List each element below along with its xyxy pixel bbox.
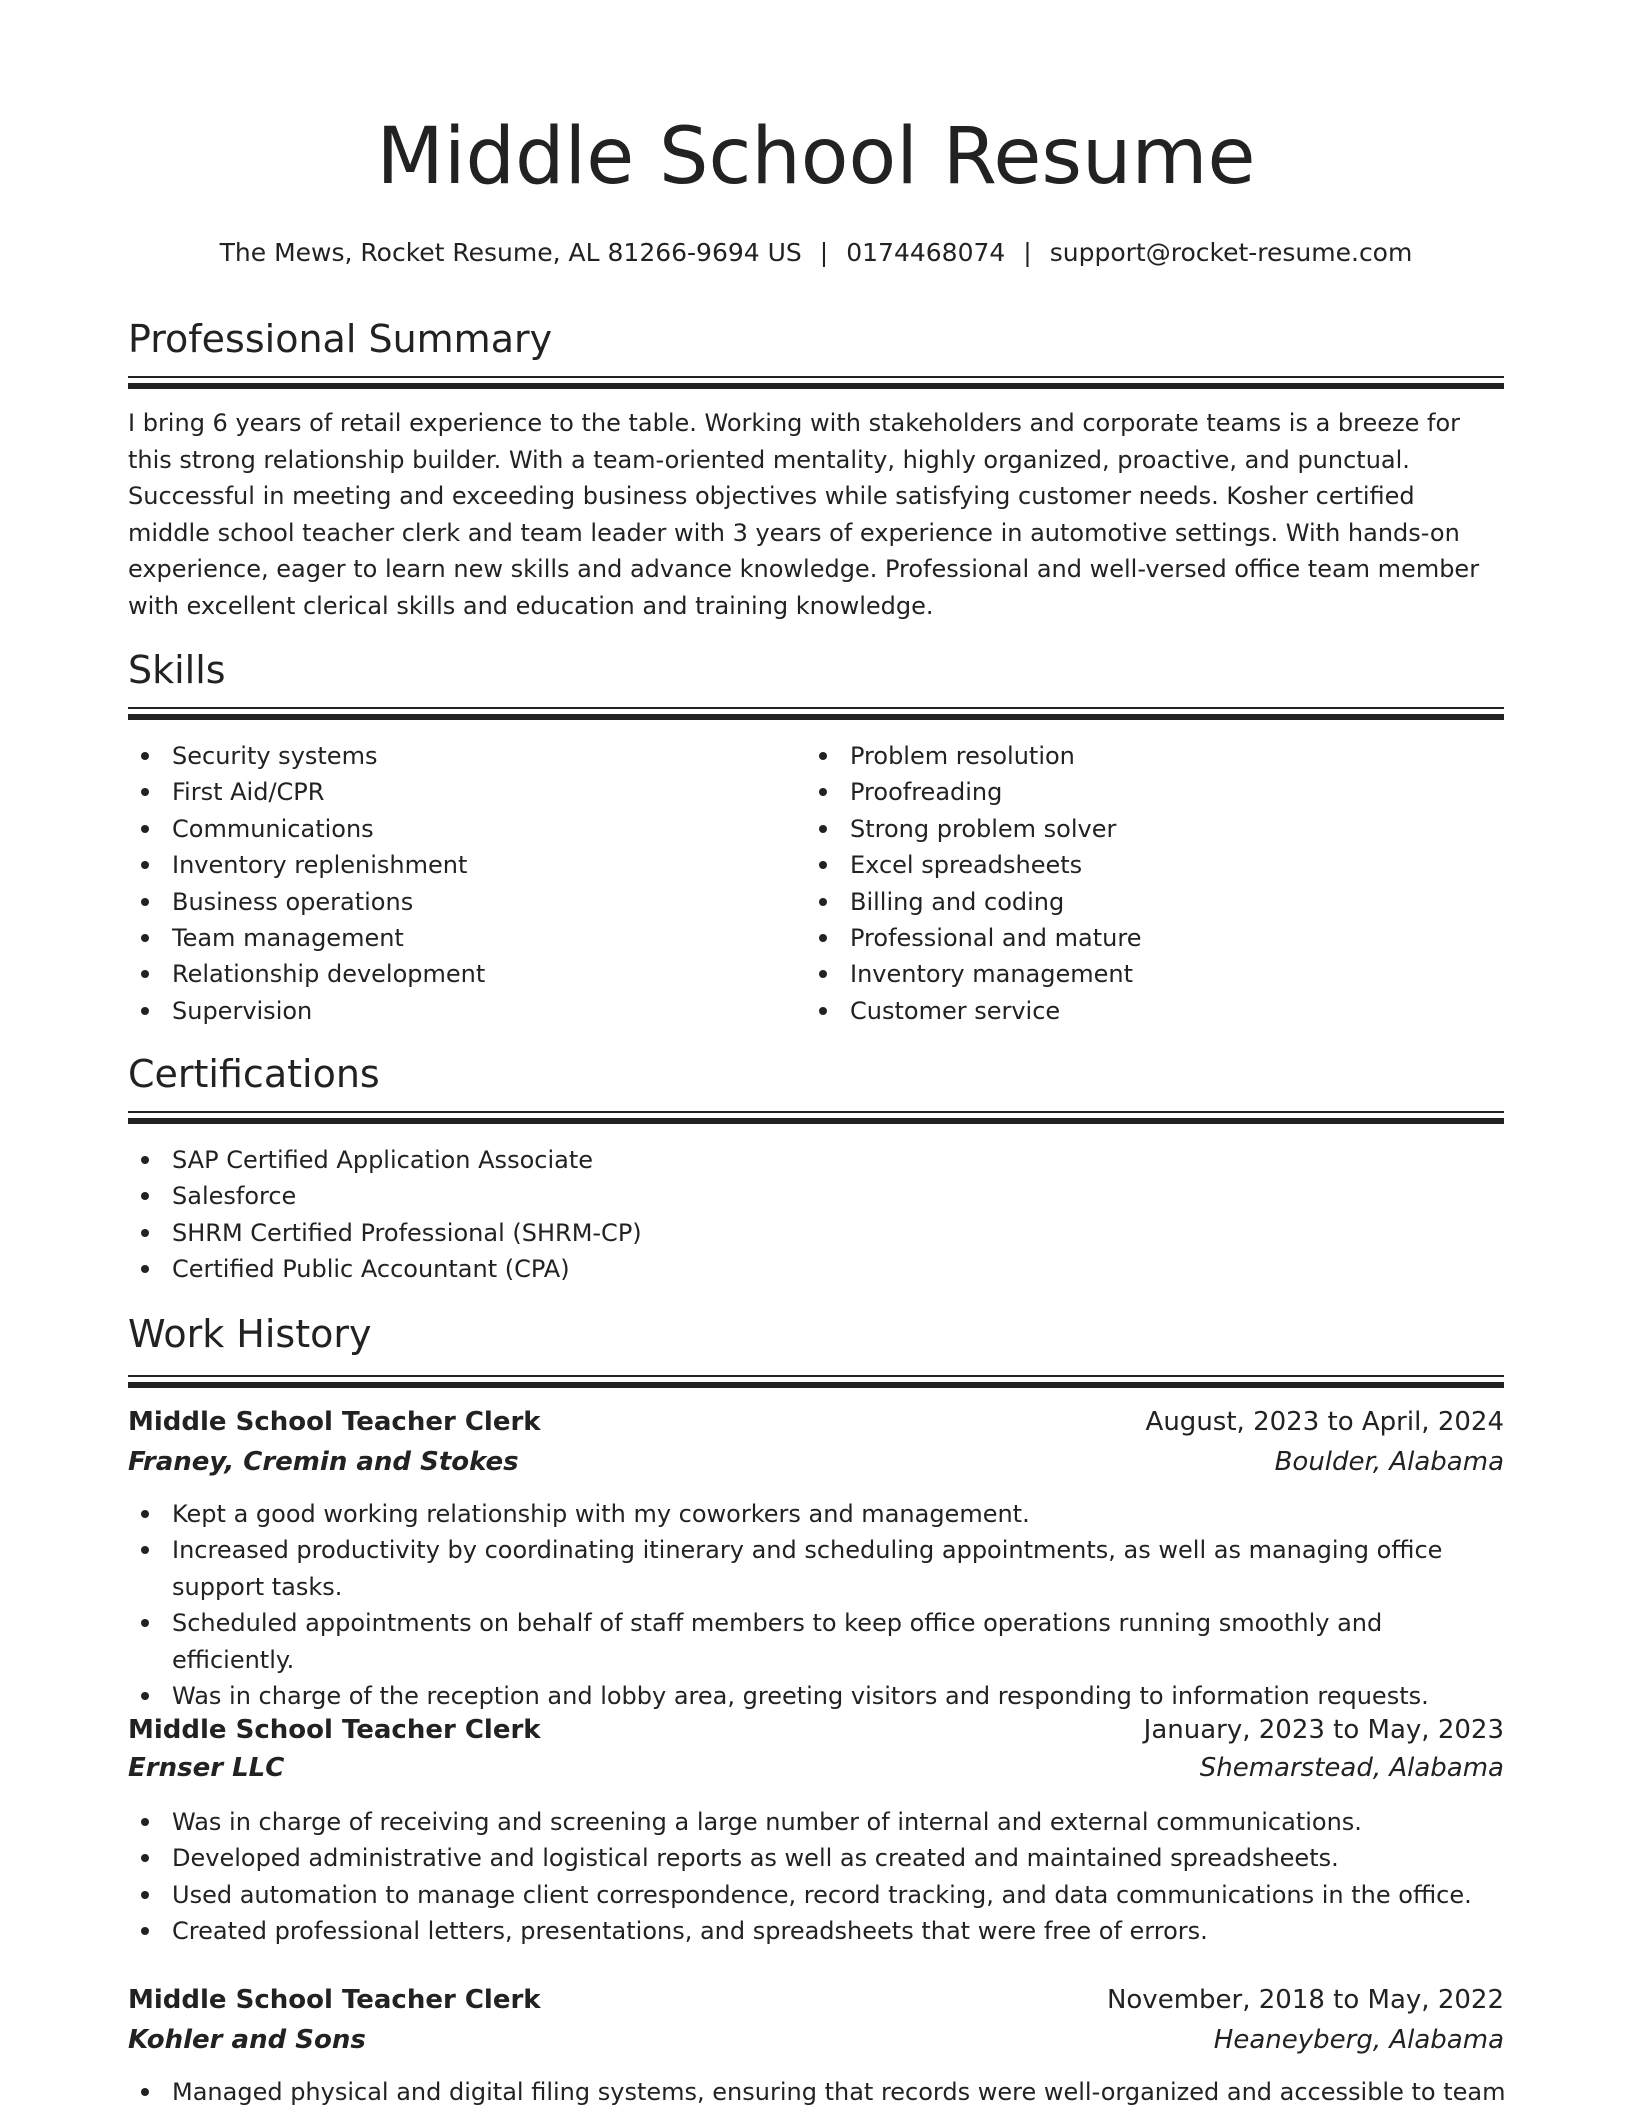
section-divider (128, 376, 1504, 389)
job-title: Middle School Teacher Clerk (128, 1715, 541, 1745)
job-title: Middle School Teacher Clerk (128, 1407, 541, 1437)
job-bullet: Increased productivity by coordinating itinerary and scheduling appointments, as well as managing office support tasks. (128, 1532, 1504, 1605)
summary-section (128, 317, 1504, 361)
job-bullet: Used automation to manage client correspondence, record tracking, and data communications in the office. (128, 1877, 1504, 1913)
skill-item: Supervision (128, 993, 788, 1029)
skill-item: Customer service (806, 993, 1466, 1029)
skill-item: Security systems (128, 738, 788, 774)
skill-item: Billing and coding (806, 884, 1466, 920)
skill-item: Team management (128, 920, 788, 956)
skill-item: Strong problem solver (806, 811, 1466, 847)
certification-item: Salesforce (128, 1178, 1504, 1214)
contact-email[interactable]: support@rocket-resume.com (1049, 238, 1413, 267)
job-bullet: Scheduled appointments on behalf of staff members to keep office operations running smoothly and efficiently. (128, 1605, 1504, 1678)
job-dates: August, 2023 to April, 2024 (1145, 1407, 1504, 1437)
certifications-list (128, 1142, 1504, 1288)
certifications-section (128, 1052, 1504, 1096)
job-bullets (128, 1496, 1504, 1714)
job-bullets (128, 2074, 1504, 2110)
skill-item: Communications (128, 811, 788, 847)
summary-text: I bring 6 years of retail experience to the table. Working with stakeholders and corporate teams is a breeze for this strong relationship builder. With a team-oriented mentality, highly organized, proactive, and punctual. Successful in meeting and exceeding business objectives while satisfying customer needs. Kosher certified middle school teacher clerk and team leader with 3 years of experience in automotive settings. With hands-on experience, eager to learn new skills and advance knowledge. Professional and well-versed office team member with excellent clerical skills and education and training knowledge. (128, 409, 1480, 620)
section-title-work-history: Work History (128, 1312, 372, 1356)
skill-item: Relationship development (128, 956, 788, 992)
job-location: Shemarstead, Alabama (1199, 1753, 1504, 1783)
job-company: Kohler and Sons (128, 2025, 366, 2055)
job-bullet: Managed physical and digital filing systems, ensuring that records were well-organized and accessible to team (128, 2074, 1504, 2110)
skill-item: First Aid/CPR (128, 774, 788, 810)
job-location: Boulder, Alabama (1274, 1447, 1504, 1477)
skills-list-right (806, 738, 1466, 1029)
skill-item: Proofreading (806, 774, 1466, 810)
job-bullet: Kept a good working relationship with my coworkers and management. (128, 1496, 1504, 1532)
section-divider (128, 707, 1504, 720)
job-bullets (128, 1804, 1504, 1950)
skill-item: Inventory management (806, 956, 1466, 992)
contact-address: The Mews, Rocket Resume, AL 81266-9694 US (219, 238, 802, 267)
contact-separator: | (819, 238, 829, 267)
contact-phone: 0174468074 (846, 238, 1006, 267)
section-title-certifications: Certifications (128, 1052, 380, 1096)
job-title: Middle School Teacher Clerk (128, 1985, 541, 2015)
job-company: Franey, Cremin and Stokes (128, 1447, 519, 1477)
job-bullet: Developed administrative and logistical reports as well as created and maintained spreadsheets. (128, 1840, 1504, 1876)
job-dates: November, 2018 to May, 2022 (1106, 1985, 1504, 2015)
section-title-skills: Skills (128, 648, 226, 692)
skills-list-left (128, 738, 788, 1029)
job-bullet: Was in charge of receiving and screening a large number of internal and external communications. (128, 1804, 1504, 1840)
resume-name: Middle School Resume (376, 112, 1256, 202)
skill-item: Professional and mature (806, 920, 1466, 956)
skill-item: Excel spreadsheets (806, 847, 1466, 883)
job-dates: January, 2023 to May, 2023 (1143, 1715, 1504, 1745)
certification-item: Certified Public Accountant (CPA) (128, 1251, 1504, 1287)
section-title-summary: Professional Summary (128, 317, 553, 361)
job-location: Heaneyberg, Alabama (1213, 2025, 1504, 2055)
work-history-section (128, 1312, 1504, 1356)
certification-item: SHRM Certified Professional (SHRM-CP) (128, 1215, 1504, 1251)
contact-separator: | (1023, 238, 1032, 267)
skill-item: Problem resolution (806, 738, 1466, 774)
skill-item: Business operations (128, 884, 788, 920)
job-bullet: Was in charge of the reception and lobby area, greeting visitors and responding to information requests. (128, 1678, 1504, 1714)
job-company: Ernser LLC (128, 1753, 285, 1783)
skills-section (128, 648, 1504, 692)
skill-item: Inventory replenishment (128, 847, 788, 883)
certification-item: SAP Certified Application Associate (128, 1142, 1504, 1178)
section-divider (128, 1111, 1504, 1124)
section-divider (128, 1375, 1504, 1388)
contact-line (128, 240, 1504, 265)
job-bullet: Created professional letters, presentations, and spreadsheets that were free of errors. (128, 1913, 1504, 1949)
